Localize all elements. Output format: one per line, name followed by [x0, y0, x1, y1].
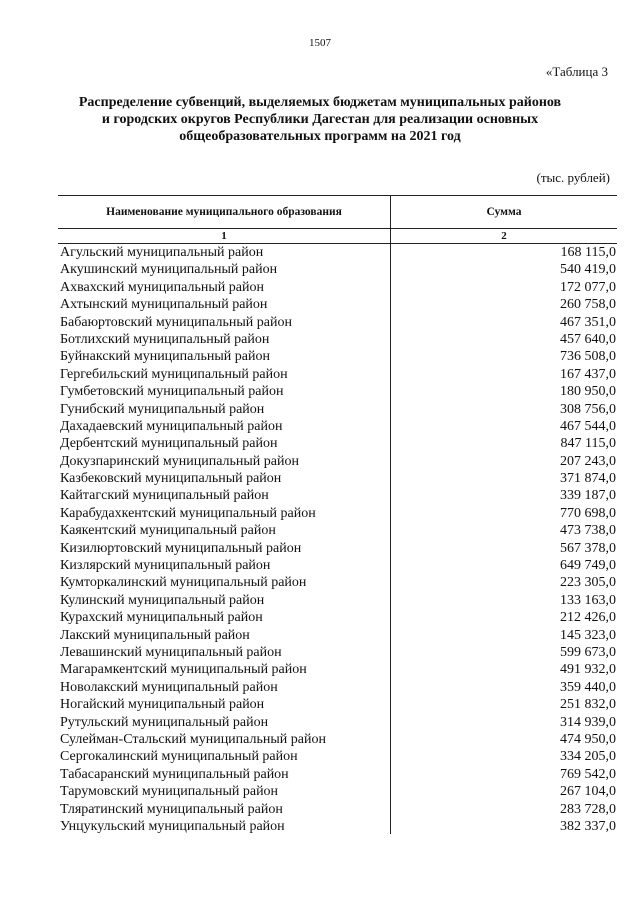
municipality-name: Кайтагский муниципальный район	[60, 488, 269, 504]
subvention-amount: 168 115,0	[560, 245, 616, 260]
municipality-name: Агульский муниципальный район	[60, 245, 264, 260]
subvention-amount: 567 378,0	[560, 540, 616, 556]
column-number-1: 1	[58, 229, 391, 243]
document-title	[60, 94, 580, 145]
subvention-amount: 467 544,0	[560, 418, 616, 434]
municipality-name: Кизилюртовский муниципальный район	[60, 540, 302, 556]
municipality-name: Гунибский муниципальный район	[60, 401, 265, 417]
table-row	[58, 522, 617, 539]
table-row	[58, 714, 617, 731]
subvention-amount: 359 440,0	[560, 679, 616, 695]
column-number-row	[58, 229, 617, 244]
title-line-1: Распределение субвенций, выделяемых бюджетам муниципальных районов	[78, 95, 562, 110]
subvention-amount: 474 950,0	[560, 731, 616, 747]
data-table	[58, 195, 617, 835]
table-row	[58, 661, 617, 678]
subvention-amount: 599 673,0	[560, 644, 616, 660]
table-row	[58, 696, 617, 713]
subvention-amount: 308 756,0	[560, 401, 616, 417]
subvention-amount: 736 508,0	[560, 349, 616, 365]
page-number: 1507	[309, 37, 331, 49]
municipality-name: Рутульский муниципальный район	[60, 714, 269, 730]
table-row	[58, 783, 617, 800]
table-row	[58, 574, 617, 591]
table-row	[58, 748, 617, 765]
subvention-amount: 491 932,0	[560, 662, 616, 678]
subvention-amount: 473 738,0	[560, 523, 616, 539]
table-header	[58, 196, 617, 229]
municipality-name: Бабаюртовский муниципальный район	[60, 314, 292, 330]
table-row	[58, 296, 617, 313]
table-row	[58, 383, 617, 400]
table-body	[58, 244, 617, 835]
table-row	[58, 627, 617, 644]
table-row	[58, 366, 617, 383]
municipality-name: Кизлярский муниципальный район	[60, 558, 271, 574]
subvention-amount: 283 728,0	[560, 801, 616, 817]
subvention-amount: 339 187,0	[560, 488, 616, 504]
municipality-name: Сулейман-Стальский муниципальный район	[60, 731, 326, 747]
municipality-name: Буйнакский муниципальный район	[60, 349, 270, 365]
subvention-amount: 649 749,0	[560, 558, 616, 574]
table-row	[58, 679, 617, 696]
subvention-amount: 172 077,0	[560, 279, 616, 295]
municipality-name: Каякентский муниципальный район	[60, 523, 276, 539]
table-row	[58, 348, 617, 365]
municipality-name: Ботлихский муниципальный район	[60, 331, 270, 347]
subvention-amount: 457 640,0	[560, 331, 616, 347]
subvention-amount: 371 874,0	[560, 471, 616, 487]
municipality-name: Дахадаевский муниципальный район	[60, 418, 283, 434]
subvention-amount: 382 337,0	[560, 818, 616, 834]
municipality-name: Акушинский муниципальный район	[60, 262, 278, 278]
municipality-name: Тарумовский муниципальный район	[60, 784, 279, 800]
table-row	[58, 818, 617, 835]
table-row	[58, 540, 617, 557]
subvention-amount: 145 323,0	[560, 627, 616, 643]
subvention-amount: 133 163,0	[560, 592, 616, 608]
subvention-amount: 212 426,0	[560, 610, 616, 626]
municipality-name: Докузпаринский муниципальный район	[60, 453, 299, 469]
title-line-2: и городских округов Республики Дагестан для реализации основных	[101, 112, 539, 127]
table-row	[58, 557, 617, 574]
table-row	[58, 592, 617, 609]
title-line-3: общеобразовательных программ на 2021 год	[179, 129, 461, 144]
table-row	[58, 401, 617, 418]
table-row	[58, 731, 617, 748]
municipality-name: Унцукульский муниципальный район	[60, 818, 285, 834]
municipality-name: Ногайский муниципальный район	[60, 697, 265, 713]
header-name-column: Наименование муниципального образования	[58, 196, 391, 228]
table-label: «Таблица 3	[545, 64, 608, 79]
municipality-name: Кумторкалинский муниципальный район	[60, 575, 307, 591]
municipality-name: Новолакский муниципальный район	[60, 679, 278, 695]
municipality-name: Курахский муниципальный район	[60, 610, 263, 626]
municipality-name: Гергебильский муниципальный район	[60, 366, 288, 382]
municipality-name: Табасаранский муниципальный район	[60, 766, 289, 782]
table-row	[58, 609, 617, 626]
subvention-amount: 334 205,0	[560, 749, 616, 765]
subvention-amount: 167 437,0	[560, 366, 616, 382]
municipality-name: Магарамкентский муниципальный район	[60, 662, 307, 678]
table-row	[58, 279, 617, 296]
subvention-amount: 847 115,0	[560, 436, 616, 452]
table-row	[58, 487, 617, 504]
subvention-amount: 180 950,0	[560, 384, 616, 400]
subvention-amount: 267 104,0	[560, 784, 616, 800]
header-sum-column: Сумма	[486, 206, 522, 218]
table-row	[58, 261, 617, 278]
table-row	[58, 418, 617, 435]
subvention-amount: 467 351,0	[560, 314, 616, 330]
subvention-amount: 769 542,0	[560, 766, 616, 782]
subvention-amount: 770 698,0	[560, 505, 616, 521]
column-number-2: 2	[501, 230, 507, 242]
municipality-name: Дербентский муниципальный район	[60, 436, 278, 452]
table-row	[58, 505, 617, 522]
municipality-name: Лакский муниципальный район	[60, 627, 250, 643]
table-row	[58, 644, 617, 661]
subvention-amount: 223 305,0	[560, 575, 616, 591]
table-row	[58, 244, 617, 261]
municipality-name: Ахвахский муниципальный район	[60, 279, 264, 295]
municipality-name: Карабудахкентский муниципальный район	[60, 505, 316, 521]
subvention-amount: 314 939,0	[560, 714, 616, 730]
municipality-name: Тляратинский муниципальный район	[60, 801, 283, 817]
table-row	[58, 435, 617, 452]
subvention-amount: 251 832,0	[560, 697, 616, 713]
table-row	[58, 453, 617, 470]
municipality-name: Казбековский муниципальный район	[60, 471, 282, 487]
subvention-amount: 260 758,0	[560, 297, 616, 313]
table-row	[58, 801, 617, 818]
subvention-amount: 207 243,0	[560, 453, 616, 469]
municipality-name: Гумбетовский муниципальный район	[60, 384, 284, 400]
units-label: (тыс. рублей)	[536, 170, 610, 185]
municipality-name: Сергокалинский муниципальный район	[60, 749, 298, 765]
table-row	[58, 314, 617, 331]
subvention-amount: 540 419,0	[560, 262, 616, 278]
table-row	[58, 331, 617, 348]
municipality-name: Ахтынский муниципальный район	[60, 297, 268, 313]
table-row	[58, 766, 617, 783]
municipality-name: Кулинский муниципальный район	[60, 592, 265, 608]
table-row	[58, 470, 617, 487]
municipality-name: Левашинский муниципальный район	[60, 644, 282, 660]
